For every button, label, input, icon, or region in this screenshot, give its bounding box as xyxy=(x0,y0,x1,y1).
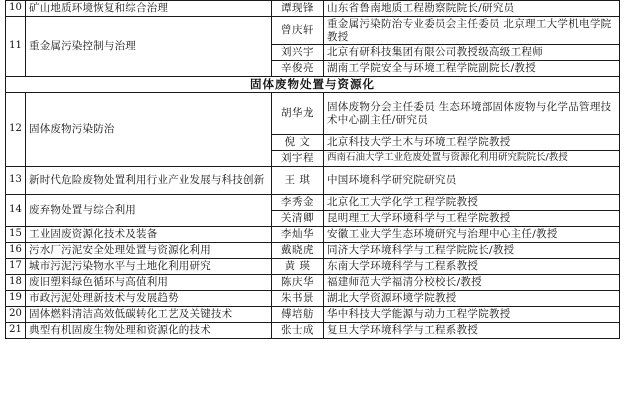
row-number: 11 xyxy=(6,17,26,77)
expert-title: 中国环境科学研究院研究员 xyxy=(324,167,620,195)
expert-title: 湖北大学资源环境学院教授 xyxy=(324,291,620,307)
expert-name: 张士成 xyxy=(272,323,324,339)
table-row xyxy=(6,17,620,45)
expert-title: 华中科技大学能源与动力工程学院教授 xyxy=(324,307,620,323)
table-row xyxy=(6,195,620,211)
expert-title: 北京化工大学化学工程学院教授 xyxy=(324,195,620,211)
table-row xyxy=(6,291,620,307)
table-row xyxy=(6,275,620,291)
row-number: 20 xyxy=(6,307,26,323)
expert-name: 刘宇程 xyxy=(272,151,324,167)
table-row xyxy=(6,243,620,259)
expert-name: 王 琪 xyxy=(272,167,324,195)
expert-title: 重金属污染防治专业委员会主任委员 北京理工大学机电学院教授 xyxy=(324,17,620,45)
expert-name: 戴晓虎 xyxy=(272,243,324,259)
table-row xyxy=(6,93,620,135)
row-number: 13 xyxy=(6,167,26,195)
expert-name: 关清卿 xyxy=(272,211,324,227)
row-number: 16 xyxy=(6,243,26,259)
table-row xyxy=(6,1,620,17)
expert-name: 傅培舫 xyxy=(272,307,324,323)
expert-title: 安徽工业大学生态环境研究与治理中心主任/教授 xyxy=(324,227,620,243)
row-number: 21 xyxy=(6,323,26,339)
expert-name: 胡华龙 xyxy=(272,93,324,135)
topic-cell: 新时代危险废物处置利用行业产业发展与科技创新 xyxy=(26,167,272,195)
table-row xyxy=(6,323,620,339)
expert-title: 湖南工学院安全与环境工程学院副院长/教授 xyxy=(324,61,620,77)
table-row xyxy=(6,227,620,243)
row-number: 18 xyxy=(6,275,26,291)
expert-name: 刘兴宇 xyxy=(272,45,324,61)
expert-title: 福建师范大学福清分校校长/教授 xyxy=(324,275,620,291)
expert-title: 固体废物分会主任委员 生态环境部固体废物与化学品管理技术中心副主任/研究员 xyxy=(324,93,620,135)
table-row xyxy=(6,167,620,195)
expert-name: 李灿华 xyxy=(272,227,324,243)
expert-name: 陈庆华 xyxy=(272,275,324,291)
expert-table xyxy=(5,0,620,339)
expert-name: 朱书景 xyxy=(272,291,324,307)
topic-cell: 固体燃料清洁高效低碳转化工艺及关键技术 xyxy=(26,307,272,323)
topic-cell: 市政污泥处理新技术与发展趋势 xyxy=(26,291,272,307)
topic-cell: 工业固废资源化技术及装备 xyxy=(26,227,272,243)
expert-title: 北京有研科技集团有限公司教授级高级工程师 xyxy=(324,45,620,61)
expert-title: 东南大学环境科学与工程系教授 xyxy=(324,259,620,275)
topic-cell: 污水厂污泥安全处理处置与资源化利用 xyxy=(26,243,272,259)
topic-cell: 城市污泥污染物水平与土地化利用研究 xyxy=(26,259,272,275)
section-header-row xyxy=(6,77,620,93)
expert-name: 谭现锋 xyxy=(272,1,324,17)
topic-cell: 固体废物污染防治 xyxy=(26,93,272,167)
expert-title: 西南石油大学工业危废处置与资源化利用研究院院长/教授 xyxy=(324,151,620,167)
row-number: 10 xyxy=(6,1,26,17)
section-title: 固体废物处置与资源化 xyxy=(6,77,620,93)
expert-title: 北京科技大学土木与环境工程学院教授 xyxy=(324,135,620,151)
row-number: 12 xyxy=(6,93,26,167)
expert-name: 黄 瑛 xyxy=(272,259,324,275)
row-number: 14 xyxy=(6,195,26,227)
row-number: 19 xyxy=(6,291,26,307)
expert-name: 李秀金 xyxy=(272,195,324,211)
topic-cell: 废旧塑料绿色循环与高值利用 xyxy=(26,275,272,291)
expert-title: 昆明理工大学环境科学与工程学院教授 xyxy=(324,211,620,227)
expert-title: 山东省鲁南地质工程勘察院院长/研究员 xyxy=(324,1,620,17)
topic-cell: 废弃物处置与综合利用 xyxy=(26,195,272,227)
table-row xyxy=(6,259,620,275)
topic-cell: 重金属污染控制与治理 xyxy=(26,17,272,77)
row-number: 15 xyxy=(6,227,26,243)
expert-name: 曾庆轩 xyxy=(272,17,324,45)
expert-name: 倪 文 xyxy=(272,135,324,151)
row-number: 17 xyxy=(6,259,26,275)
topic-cell: 典型有机固废生物处理和资源化的技术 xyxy=(26,323,272,339)
topic-cell: 矿山地质环境恢复和综合治理 xyxy=(26,1,272,17)
table-row xyxy=(6,307,620,323)
expert-name: 辛俊亮 xyxy=(272,61,324,77)
expert-title: 同济大学环境科学与工程学院院长/教授 xyxy=(324,243,620,259)
expert-title: 复旦大学环境科学与工程系教授 xyxy=(324,323,620,339)
